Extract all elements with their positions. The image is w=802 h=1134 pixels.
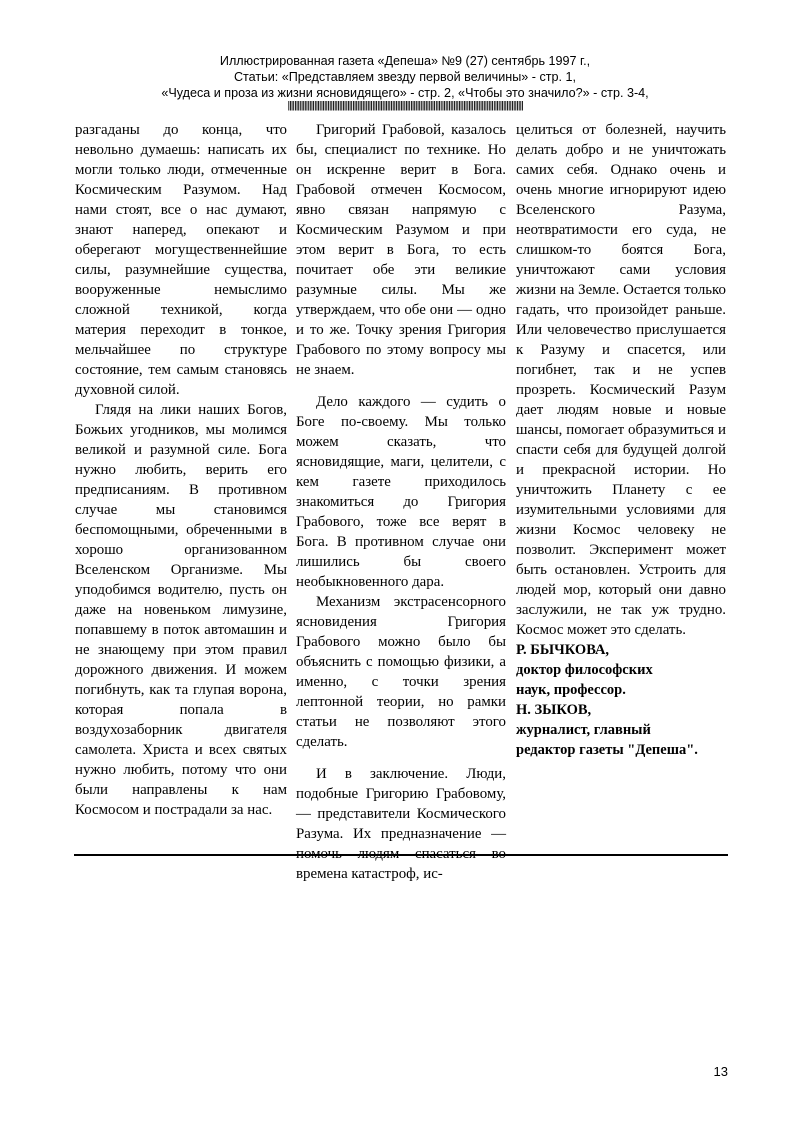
header-line-2: Статьи: «Представляем звезду первой величины» - стр. 1, <box>233 70 577 84</box>
column-2-paragraph-1: Григорий Грабовой, казалось бы, специалист по технике. Но он искренне верит в Бога. Грабовой отмечен Космосом, явно связан напрямую с Космическим Разумом и при этом верит в Бога, то есть почитает обе эти великие разумные силы. Мы же утверждаем, что обе они — одно и то же. Точку зрения Григория Грабового по этому вопросу мы не знаем. <box>296 122 506 378</box>
author-1-name: Р. БЫЧКОВА, <box>516 642 610 658</box>
signature-block <box>516 640 726 760</box>
header-bar-line: |||||||||||||||||||||||||||||||||||||||||||||||||||||||||||||||||||||||||||||||||||||||||||||||||||||||||||||||||||||||||||||||||||||||||||||| <box>287 101 523 111</box>
column-2-paragraph-2: Дело каждого — судить о Боге по-своему. Мы только можем сказать, что ясновидящие, маги, целители, с кем газете приходилось знакомиться до Григория Грабового, тоже все верят в Бога. В противном случае они лишились бы своего необыкновенного дара. <box>296 394 506 590</box>
article-column-2 <box>296 120 506 884</box>
article-column-3 <box>516 120 726 760</box>
author-2-title-line-2: редактор газеты "Депеша". <box>516 742 698 758</box>
column-3-paragraph-1: целиться от болезней, научить делать добро и не уничтожать самих себя. Однако очень и очень многие игнорируют идею Вселенского Разума, неотвратимости его суда, не слишком-то боятся Бога, уничтожают сами условия жизни на Земле. Остается только гадать, что произойдет раньше. Или человечество прислушается к Разуму и спасется, или погибнет, так и не успев прозреть. Космический Разум дает людям новые и новые шансы, помогает образумиться и спасти себя для будущей долгой и прекрасной истории. Но уничтожить Планету с ее изумительными условиями для жизни Космос человеку не позволит. Эксперимент может быть остановлен. Устроить для людей мор, который они давно заслужили, не так уж трудно. Космос может это сделать. <box>516 122 726 638</box>
column-1-paragraph-1: разгаданы до конца, что невольно думаешь: написать их могли только люди, отмеченные Космическим Разумом. Над нами стоят, все о нас думают, знают наперед, опекают и оберегают могущественнейшие силы, разумнейшие существа, вооруженные немыслимо сложной техникой, когда материя переходит в тонкое, мельчайшее по структуре состояние, тем самым становясь духовной силой. <box>75 122 287 398</box>
header-line-3: «Чудеса и проза из жизни ясновидящего» - стр. 2, «Чтобы это значило?» - стр. 3-4, <box>161 86 649 100</box>
column-1-paragraph-2: Глядя на лики наших Богов, Божьих угодников, мы молимся великой и разумной силе. Бога нужно любить, верить его предписаниям. В противном случае мы становимся беспомощными, обреченными в хорошо организованном Вселенском Организме. Мы уподобимся водителю, пусть он даже на новеньком лимузине, попавшему в поток автомашин и не знающему при этом правил дорожного движения. И можем погибнуть, как та глупая ворона, которая попала в воздухозаборник двигателя самолета. Христа и всех святых нужно любить, потому что они были направлены к нам Космосом и пострадали за нас. <box>75 402 287 818</box>
page-header <box>80 53 730 111</box>
header-line-1: Иллюстрированная газета «Депеша» №9 (27) сентябрь 1997 г., <box>219 54 591 68</box>
article-column-1 <box>75 120 287 820</box>
column-2-paragraph-4: И в заключение. Люди, подобные Григорию Грабовому, — представители Космического Разума. Их предназначение — помочь людям спасаться во времена катастроф, ис- <box>296 766 506 882</box>
page-number: 13 <box>713 1064 728 1079</box>
article-end-divider <box>74 854 728 856</box>
author-1-title-line-2: наук, профессор. <box>516 682 626 698</box>
author-1-title-line-1: доктор философских <box>516 662 653 678</box>
author-2-name: Н. ЗЫКОВ, <box>516 702 592 718</box>
column-2-paragraph-3: Механизм экстрасенсорного ясновидения Григория Грабового можно было бы объяснить с помощью физики, а именно, с точки зрения лептонной теории, но рамки статьи не позволяют этого сделать. <box>296 594 506 750</box>
author-2-title-line-1: журналист, главный <box>516 722 651 738</box>
